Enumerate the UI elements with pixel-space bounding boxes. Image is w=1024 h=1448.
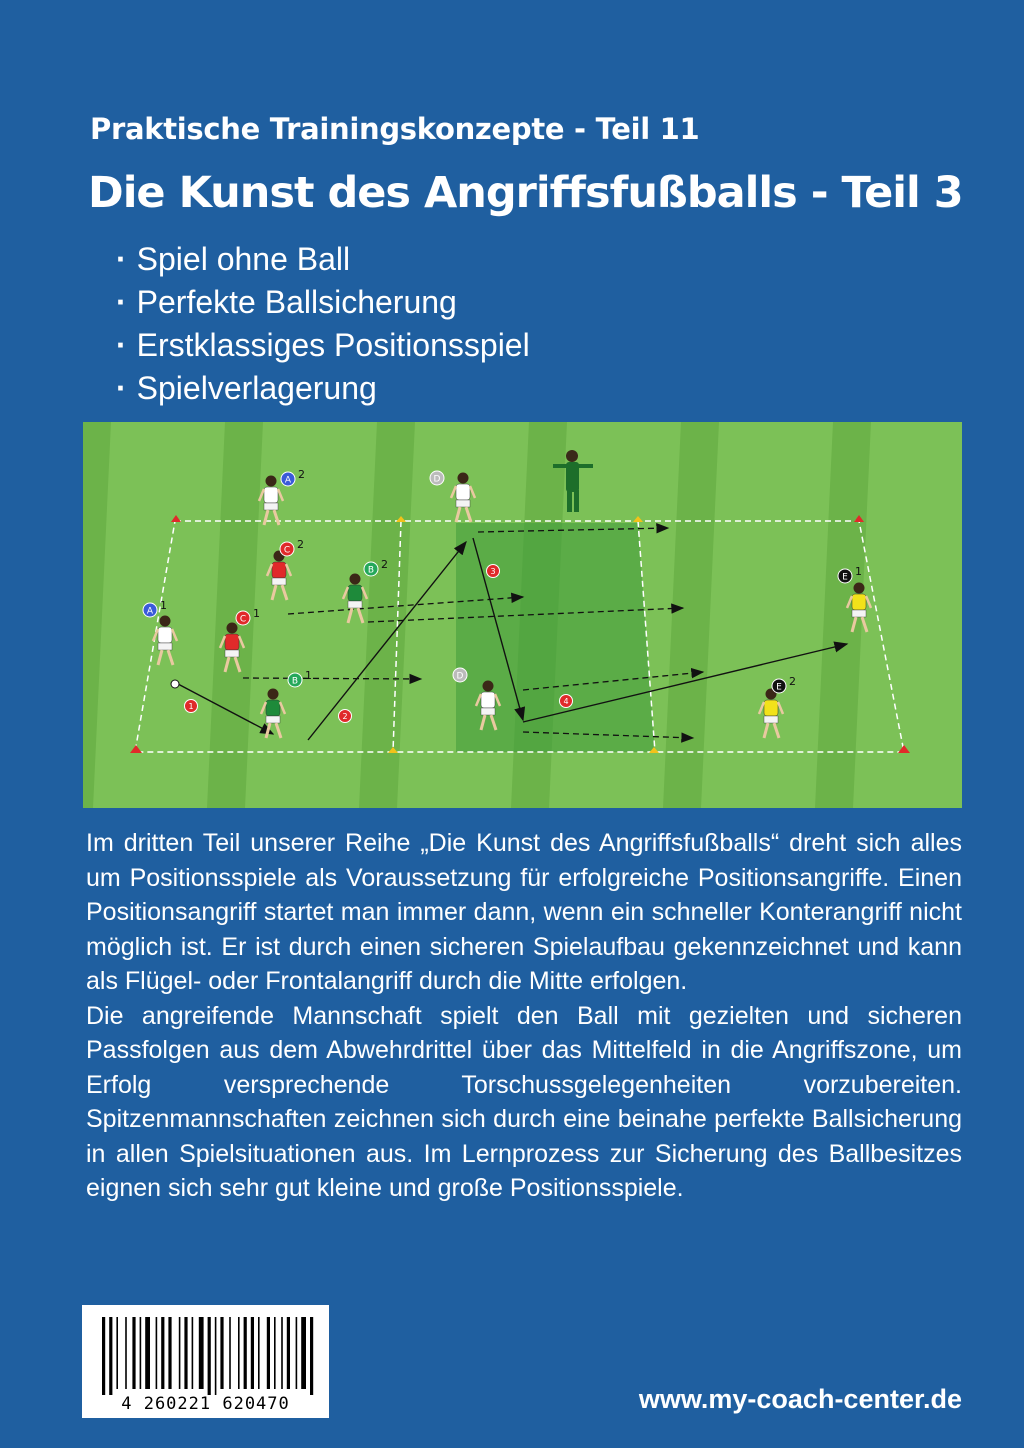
topic-item: · Spiel ohne Ball xyxy=(116,238,530,281)
barcode-bar xyxy=(125,1317,127,1389)
training-pitch-diagram xyxy=(83,422,962,808)
svg-text:C: C xyxy=(239,614,247,625)
barcode-bar xyxy=(220,1317,223,1389)
pass-number xyxy=(487,565,500,578)
svg-text:E: E xyxy=(842,572,848,583)
barcode-bar xyxy=(287,1317,290,1389)
pass-number xyxy=(560,695,573,708)
barcode-bar xyxy=(116,1317,118,1389)
barcode-bar xyxy=(109,1317,112,1395)
barcode-bar xyxy=(161,1317,164,1389)
player-label-badge xyxy=(453,668,467,682)
svg-text:1: 1 xyxy=(188,702,194,711)
book-title: Die Kunst des Angriffsfußballs - Teil 3 xyxy=(88,168,963,218)
svg-text:D: D xyxy=(456,671,464,682)
barcode-bar xyxy=(179,1317,181,1389)
barcode-bar xyxy=(140,1317,142,1389)
central-zone xyxy=(456,523,655,752)
pass-number xyxy=(339,710,352,723)
barcode xyxy=(82,1305,329,1418)
barcode-bar xyxy=(251,1317,254,1389)
description-text xyxy=(86,826,962,1206)
barcode-bar xyxy=(301,1317,306,1389)
series-subtitle: Praktische Trainingskonzepte - Teil 11 xyxy=(90,112,700,146)
svg-text:1: 1 xyxy=(855,565,862,578)
topic-list xyxy=(116,238,530,410)
barcode-bar xyxy=(156,1317,158,1389)
svg-text:2: 2 xyxy=(381,558,388,571)
barcode-bar xyxy=(184,1317,187,1389)
barcode-bar xyxy=(244,1317,247,1389)
svg-text:2: 2 xyxy=(789,675,796,688)
svg-text:A: A xyxy=(284,475,292,486)
website-link[interactable]: www.my-coach-center.de xyxy=(638,1384,962,1414)
barcode-bar xyxy=(296,1317,298,1389)
svg-text:2: 2 xyxy=(342,712,348,721)
pass-number xyxy=(185,700,198,713)
barcode-bar xyxy=(102,1317,105,1395)
barcode-bar xyxy=(258,1317,260,1389)
barcode-bar xyxy=(215,1317,217,1395)
svg-text:B: B xyxy=(291,676,299,687)
barcode-bar xyxy=(208,1317,211,1395)
svg-text:1: 1 xyxy=(305,669,312,682)
barcode-bar xyxy=(281,1317,283,1389)
barcode-bar xyxy=(145,1317,150,1389)
svg-text:C: C xyxy=(283,545,291,556)
barcode-bar xyxy=(310,1317,313,1395)
ball xyxy=(171,680,179,688)
barcode-bar xyxy=(267,1317,270,1389)
pitch-svg xyxy=(83,422,962,808)
svg-text:2: 2 xyxy=(297,538,304,551)
svg-text:4: 4 xyxy=(563,697,569,706)
svg-text:1: 1 xyxy=(253,607,260,620)
topic-item: · Perfekte Ballsicherung xyxy=(116,281,530,324)
player-label-badge xyxy=(430,471,444,485)
barcode-bar xyxy=(199,1317,204,1389)
barcode-bars xyxy=(82,1305,329,1395)
svg-text:B: B xyxy=(367,565,375,576)
barcode-bar xyxy=(192,1317,194,1389)
barcode-bar xyxy=(168,1317,171,1389)
svg-text:D: D xyxy=(433,474,441,485)
topic-item: · Erstklassiges Positionsspiel xyxy=(116,324,530,367)
svg-text:3: 3 xyxy=(490,567,496,576)
paragraph: Im dritten Teil unserer Reihe „Die Kunst des Angriffsfußballs“ dreht sich alles um Positionsspiele als Voraussetzung für erfolgreiche Positionsangriffe. Einen Positionsangriff startet man immer dann, wenn ein schneller Konterangriff nicht möglich ist. Er ist durch einen sicheren Spielaufbau gekennzeichnet und kann als Flügel- oder Frontalangriff durch die Mitte erfolgen. xyxy=(86,829,962,995)
svg-text:A: A xyxy=(146,606,154,617)
svg-text:E: E xyxy=(776,682,782,693)
svg-text:1: 1 xyxy=(160,599,167,612)
topic-item: · Spielverlagerung xyxy=(116,367,530,410)
barcode-bar xyxy=(274,1317,276,1389)
svg-text:2: 2 xyxy=(298,468,305,481)
barcode-bar xyxy=(229,1317,231,1389)
barcode-number: 4 260221 620470 xyxy=(121,1394,290,1414)
paragraph: Die angreifende Mannschaft spielt den Ball mit gezielten und sicheren Passfolgen aus dem Abwehrdrittel über das Mittelfeld in die Angriffszone, um Erfolg versprechende Torschussgelegenheiten vorzubereiten. Spitzenmannschaften zeichnen sich durch eine beinahe perfekte Ballsicherung in allen Spielsituationen aus. Im Lernprozess zur Sicherung des Ballbesitzes eignen sich sehr gut kleine und große Positionsspiele. xyxy=(86,1001,962,1202)
barcode-bar xyxy=(132,1317,135,1389)
barcode-bar xyxy=(238,1317,240,1389)
